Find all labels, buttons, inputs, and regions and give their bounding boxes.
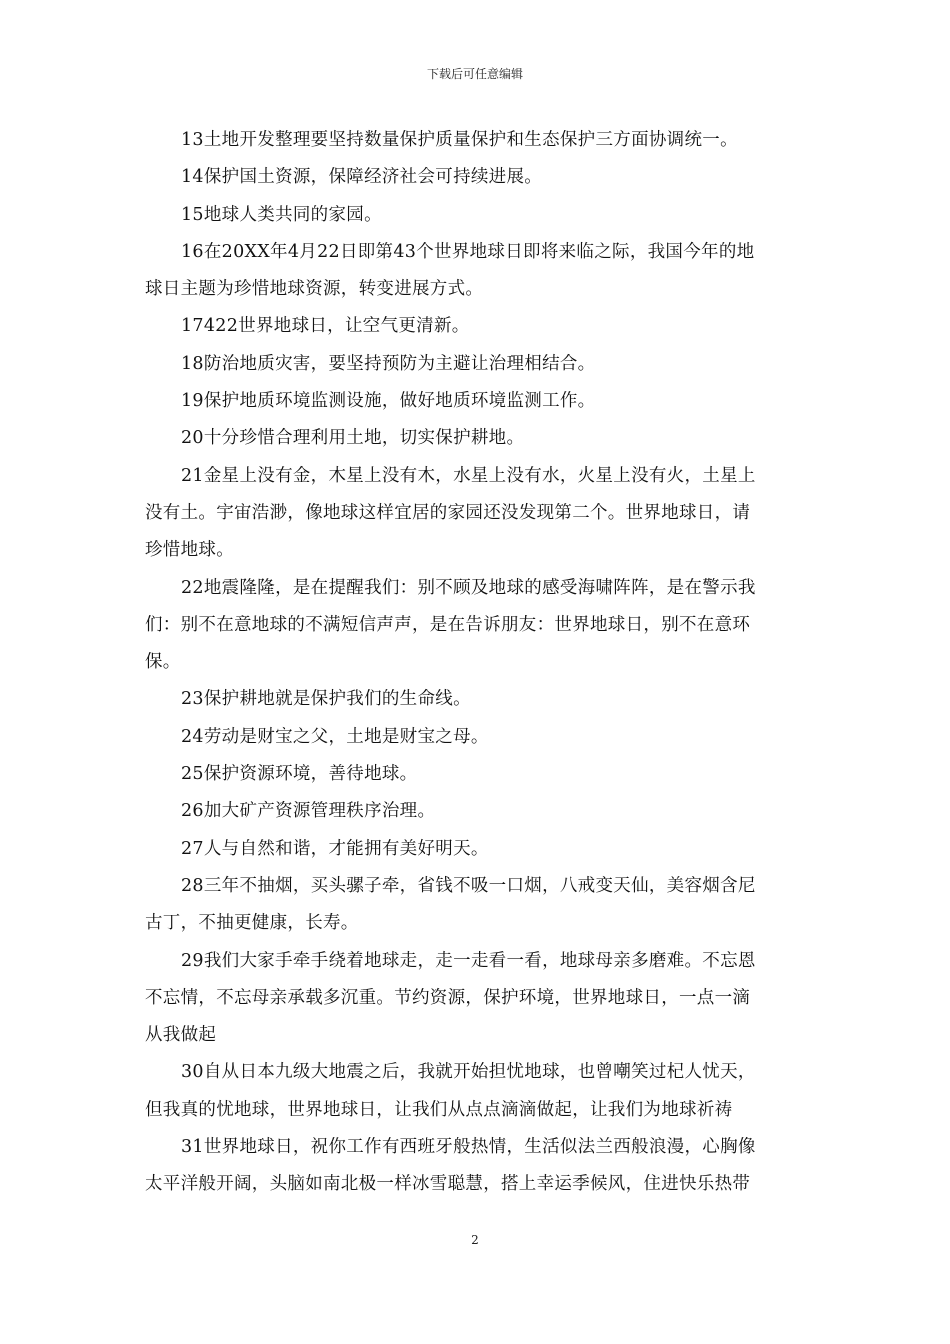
paragraph-line: 17422世界地球日，让空气更清新。 xyxy=(181,316,470,337)
paragraph-line: 31世界地球日，祝你工作有西班牙般热情，生活似法兰西般浪漫，心胸像 xyxy=(181,1137,756,1158)
paragraph-line: 21金星上没有金，木星上没有木，水星上没有水，火星上没有火，土星上 xyxy=(181,465,756,486)
paragraph-line: 22地震隆隆，是在提醒我们：别不顾及地球的感受海啸阵阵，是在警示我 xyxy=(181,577,756,598)
paragraph-line: 太平洋般开阔，头脑如南北极一样冰雪聪慧，搭上幸运季候风，住进快乐热带 xyxy=(145,1174,751,1195)
paragraph-line: 15地球人类共同的家园。 xyxy=(181,204,382,225)
page-header: 下载后可任意编辑 xyxy=(426,67,523,81)
paragraph-line: 从我做起 xyxy=(145,1025,217,1046)
paragraph xyxy=(145,1129,807,1204)
paragraph-line: 24劳动是财宝之父，土地是财宝之母。 xyxy=(181,726,489,747)
paragraph-line: 13土地开发整理要坚持数量保护质量保护和生态保护三方面协调统一。 xyxy=(181,130,738,150)
paragraph xyxy=(145,570,807,682)
paragraph xyxy=(145,681,807,718)
paragraph-line: 20十分珍惜合理利用土地，切实保护耕地。 xyxy=(181,428,525,449)
paragraph-line: 球日主题为珍惜地球资源，转变进展方式。 xyxy=(145,279,484,300)
paragraph xyxy=(145,1054,807,1129)
paragraph-line: 29我们大家手牵手绕着地球走，走一走看一看，地球母亲多磨难。不忘恩 xyxy=(181,950,756,971)
paragraph-line: 16在20XX年4月22日即第43个世界地球日即将来临之际，我国今年的地 xyxy=(181,241,755,262)
paragraph-line: 28三年不抽烟，买头骡子牵，省钱不吸一口烟，八戒变天仙，美容烟含尼 xyxy=(181,875,756,896)
paragraph-line: 不忘情，不忘母亲承载多沉重。节约资源，保护环境，世界地球日，一点一滴 xyxy=(145,987,751,1008)
paragraph-line: 保。 xyxy=(145,652,181,673)
paragraph-line: 18防治地质灾害，要坚持预防为主避让治理相结合。 xyxy=(181,353,596,374)
paragraph-line: 25保护资源环境，善待地球。 xyxy=(181,764,418,785)
paragraph-line: 26加大矿产资源管理秩序治理。 xyxy=(181,801,436,822)
paragraph-line: 14保护国土资源，保障经济社会可持续进展。 xyxy=(181,167,543,188)
paragraph xyxy=(145,420,807,457)
paragraph-line: 没有土。宇宙浩渺，像地球这样宜居的家园还没发现第二个。世界地球日，请 xyxy=(145,502,751,523)
paragraph-line: 23保护耕地就是保护我们的生命线。 xyxy=(181,689,471,710)
paragraph-line: 古丁，不抽更健康，长寿。 xyxy=(145,913,359,934)
paragraph xyxy=(145,159,807,196)
page-number: 2 xyxy=(471,1233,479,1247)
paragraph xyxy=(145,308,807,345)
paragraph xyxy=(145,234,807,309)
paragraph-line: 19保护地质环境监测设施，做好地质环境监测工作。 xyxy=(181,391,596,412)
document-body xyxy=(145,122,807,1204)
paragraph xyxy=(145,458,807,570)
paragraph xyxy=(145,831,807,868)
paragraph xyxy=(145,197,807,234)
paragraph-line: 27人与自然和谐，才能拥有美好明天。 xyxy=(181,838,489,859)
paragraph-line: 珍惜地球。 xyxy=(145,540,234,561)
paragraph-line: 但我真的忧地球，世界地球日，让我们从点点滴滴做起，让我们为地球祈祷 xyxy=(145,1099,733,1120)
paragraph-line: 们：别不在意地球的不满短信声声，是在告诉朋友：世界地球日，别不在意环 xyxy=(145,614,751,635)
paragraph-line: 30自从日本九级大地震之后，我就开始担忧地球，也曾嘲笑过杞人忧天， xyxy=(181,1062,756,1083)
paragraph xyxy=(145,383,807,420)
paragraph xyxy=(145,756,807,793)
paragraph xyxy=(145,346,807,383)
paragraph xyxy=(145,719,807,756)
paragraph xyxy=(145,122,807,159)
paragraph xyxy=(145,793,807,830)
paragraph xyxy=(145,868,807,943)
paragraph xyxy=(145,943,807,1055)
